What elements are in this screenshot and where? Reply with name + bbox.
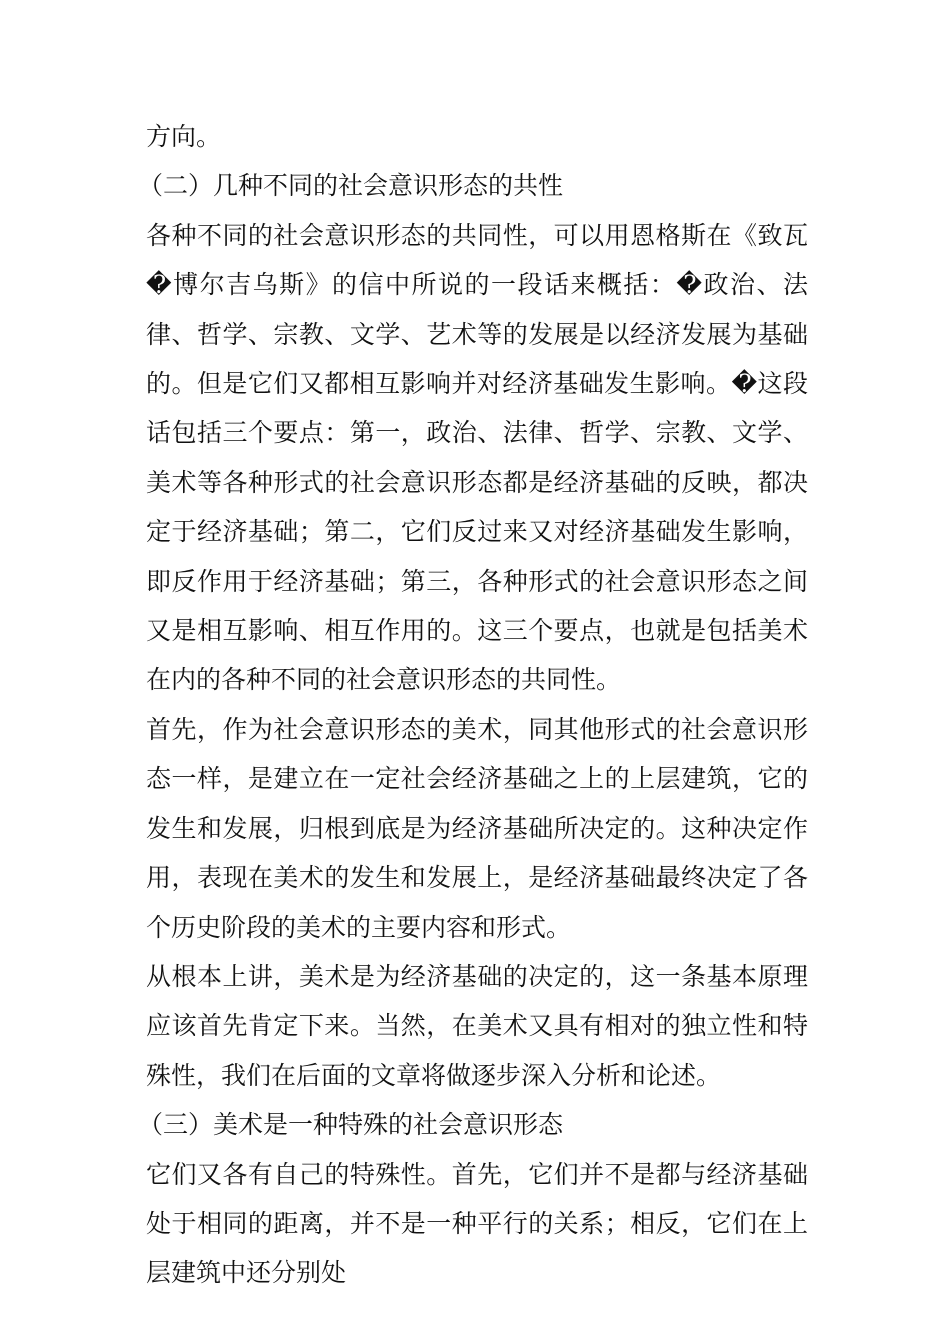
section-heading-2: （二）几种不同的社会意识形态的共性 — [138, 171, 564, 201]
section-heading-3: （三）美术是一种特殊的社会意识形态 — [138, 1110, 564, 1140]
paragraph-special: 它们又各有自己的特殊性。首先，它们并不是都与经济基础处于相同的距离，并不是一种平行的关系；相反，它们在上层建筑中还分别处 — [146, 1159, 808, 1288]
paragraph-direction: 方向。 — [146, 122, 222, 151]
document-body — [138, 112, 808, 1298]
paragraph-fundamental: 从根本上讲，美术是为经济基础的决定的，这一条基本原理应该首先肯定下来。当然，在美术又具有相对的独立性和特殊性，我们在后面的文章将做逐步深入分析和论述。 — [146, 961, 808, 1090]
paragraph-first: 首先，作为社会意识形态的美术，同其他形式的社会意识形态一样，是建立在一定社会经济基础之上的上层建筑，它的发生和发展，归根到底是为经济基础所决定的。这种决定作用，表现在美术的发生和发展上，是经济基础最终决定了各个历史阶段的美术的主要内容和形式。 — [146, 714, 808, 942]
paragraph-engels-quote: 各种不同的社会意识形态的共同性，可以用恩格斯在《致瓦�博尔吉乌斯》的信中所说的一段话来概括：�政治、法律、哲学、宗教、文学、艺术等的发展是以经济发展为基础的。但是它们又都相互影响并对经济基础发生影响。�这段话包括三个要点：第一，政治、法律、哲学、宗教、文学、美术等各种形式的社会意识形态都是经济基础的反映，都决定于经济基础；第二，它们反过来又对经济基础发生影响，即反作用于经济基础；第三，各种形式的社会意识形态之间又是相互影响、相互作用的。这三个要点，也就是包括美术在内的各种不同的社会意识形态的共同性。 — [146, 220, 808, 695]
